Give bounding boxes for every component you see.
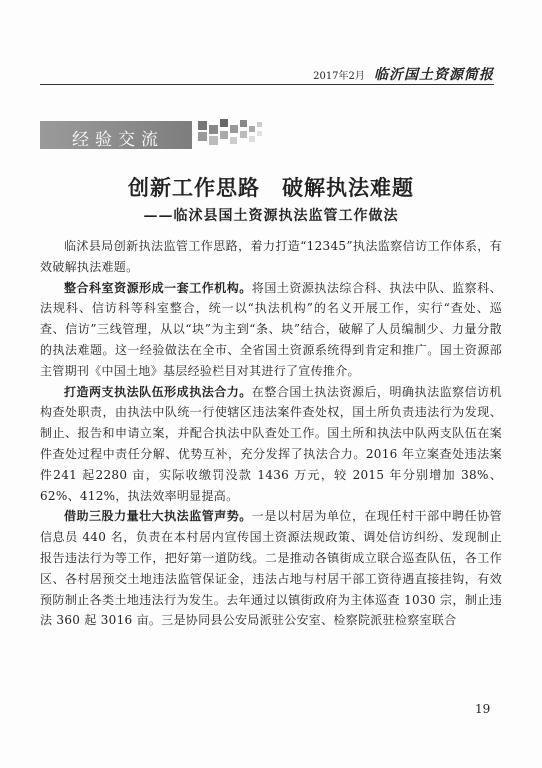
paragraph — [40, 506, 502, 631]
paragraph-lead: 打造两支执法队伍形成执法合力。 — [64, 384, 252, 399]
paragraph — [40, 236, 502, 278]
decorative-squares-icon — [198, 117, 268, 149]
header-text — [313, 64, 494, 84]
issue-date: 2017年2月 — [313, 71, 365, 82]
paragraph — [40, 382, 502, 507]
paragraph-lead: 整合科室资源形成一套工作机构。 — [64, 280, 252, 295]
article-title: 创新工作思路 破解执法难题 — [128, 175, 414, 200]
paragraph-text: 在整合国土执法资源后，明确执法监察信访机构查处职责，由执法中队统一行使辖区违法案件查处权，国土所负责违法行为发现、制止、报告和申请立案，并配合执法中队查处工作。国土所和执法中队两支队伍在案件查处过程中责任分解、优势互补，充分发挥了执法合力。2016 年立案查处违法案件241 起2280 亩，实际收缴罚没款 1436 万元，较 2015 年分别增加 38%、62%、412%，执法效率明显提高。 — [40, 384, 502, 503]
article-body — [40, 236, 502, 631]
article-subtitle: ——临沭县国土资源执法监管工作做法 — [143, 208, 399, 224]
journal-name: 临沂国土资源简报 — [374, 67, 494, 83]
running-header — [40, 62, 494, 85]
paragraph-text: 临沭县局创新执法监管工作思路，着力打造“12345”执法监察信访工作体系，有效破解执法难题。 — [40, 239, 502, 274]
paragraph-lead: 借助三股力量壮大执法监管声势。 — [64, 509, 252, 524]
paragraph-text: 将国土资源执法综合科、执法中队、监察科、法规科、信访科等科室整合，统一以“执法机构”的名义开展工作，实行“查处、巡查、信访”三线管理，从以“块”为主到“条、块”结合，破解了人员编制少、力量分散的执法难题。这一经验做法在全市、全省国土资源系统得到肯定和推广。国土资源部主管期刊《中国土地》基层经验栏目对其进行了宣传推介。 — [40, 280, 502, 378]
paragraph-text: 一是以村居为单位，在现任村干部中聘任协管信息员 440 名，负责在本村居内宣传国土资源法规政策、调处信访纠纷、发现制止报告违法行为等工作，把好第一道防线。二是推动各镇街成立联合巡查队伍，各工作区、各村居预交土地违法监管保证金，违法占地与村居干部工资待遇直接挂钩，有效预防制止各类土地违法行为发生。去年通过以镇街政府为主体巡查 1030 宗，制止违法 360 起 3016 亩。三是协同县公安局派驻公安室、检察院派驻检察室联合 — [40, 509, 502, 628]
page-number: 19 — [475, 702, 491, 716]
section-label: 经验交流 — [72, 130, 164, 150]
section-banner — [40, 117, 270, 149]
paragraph — [40, 278, 502, 382]
